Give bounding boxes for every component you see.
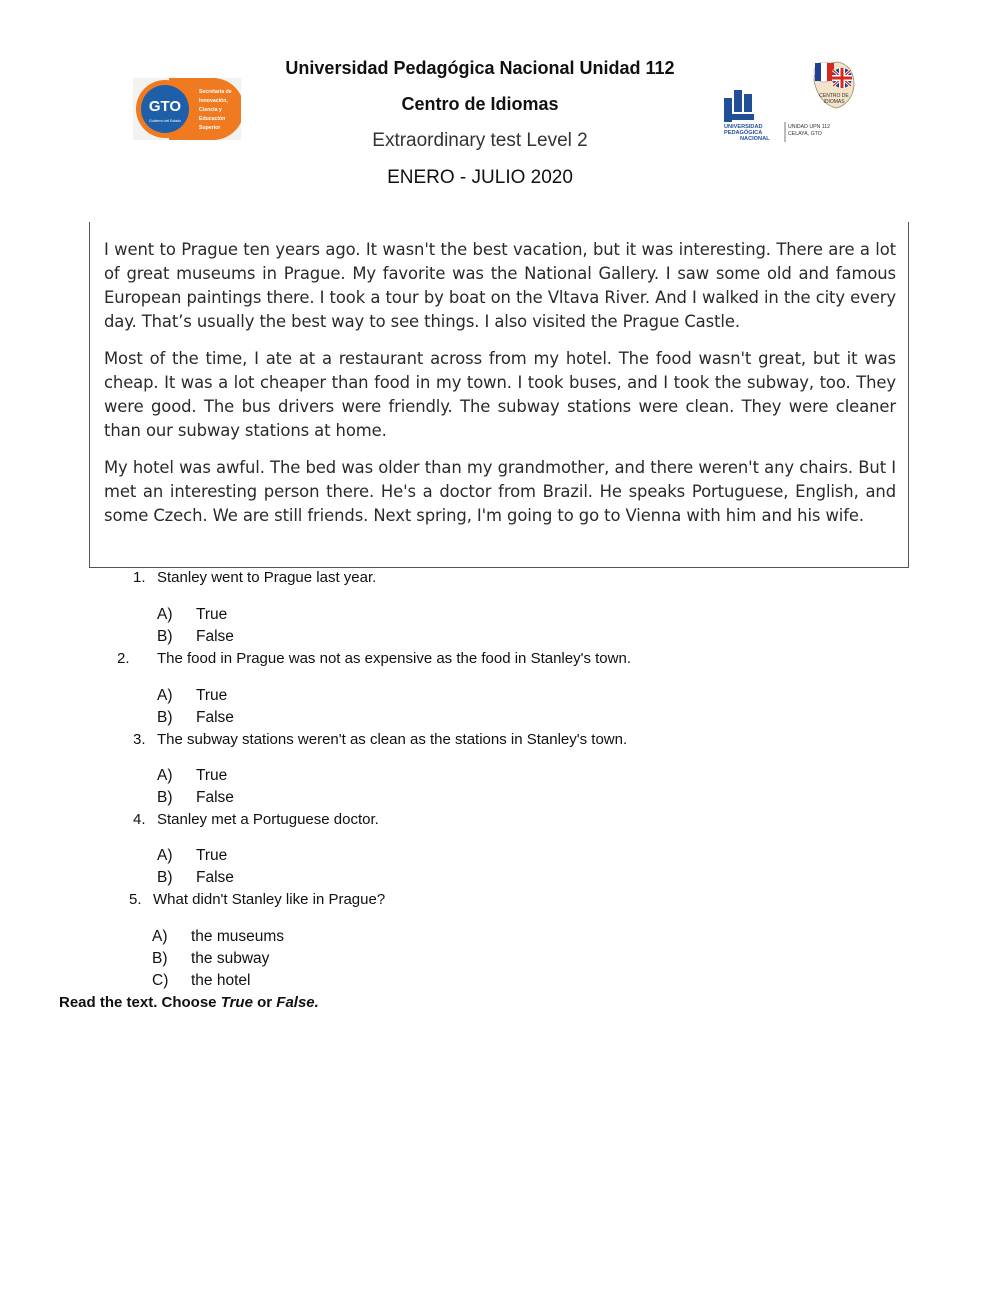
- upn-name-3: NACIONAL: [740, 136, 770, 142]
- question-3: [133, 731, 627, 748]
- gto-line-1: Secretaría de: [199, 89, 232, 95]
- question-text: What didn't Stanley like in Prague?: [153, 891, 386, 908]
- question-number: 5.: [129, 891, 142, 908]
- question-number: 2.: [117, 650, 130, 667]
- option-text: the museums: [191, 928, 285, 945]
- question-number: 1.: [133, 569, 146, 586]
- option-2b[interactable]: [157, 709, 234, 727]
- option-letter: A): [152, 928, 168, 945]
- reading-paragraph: Most of the time, I ate at a restaurant across from my hotel. The food wasn't great, but it was cheap. It was a lot cheaper than food in my town. I took buses, and I took the subway, too. They were good. The bus drivers were friendly. The subway stations were clean. They were cleaner than our subway stations at home.: [104, 349, 896, 440]
- question-4: [133, 811, 379, 828]
- option-3a[interactable]: [157, 767, 227, 785]
- option-5c[interactable]: [152, 972, 250, 990]
- gto-logo: [133, 78, 241, 140]
- upn-unit-2: CELAYA, GTO: [788, 131, 822, 137]
- instruction-prefix: Read the text. Choose: [59, 994, 221, 1011]
- instruction-true: True: [220, 994, 253, 1011]
- option-text: True: [196, 767, 228, 784]
- period-label: ENERO - JULIO 2020: [387, 167, 573, 188]
- option-4b[interactable]: [157, 869, 234, 887]
- gto-line-5: Superior: [199, 125, 221, 131]
- option-letter: B): [157, 628, 173, 645]
- option-3b[interactable]: [157, 789, 234, 807]
- option-1a[interactable]: [157, 606, 227, 624]
- option-letter: B): [157, 789, 173, 806]
- gto-line-2: Innovación,: [199, 98, 228, 104]
- flags-caption-2: IDIOMAS: [823, 99, 845, 105]
- question-number: 3.: [133, 731, 146, 748]
- reading-passage-box: [89, 222, 909, 568]
- option-letter: A): [157, 847, 173, 864]
- center-title: Centro de Idiomas: [401, 94, 559, 114]
- question-text: The food in Prague was not as expensive as the food in Stanley's town.: [157, 650, 631, 667]
- option-text: True: [196, 606, 228, 623]
- option-text: False: [196, 789, 234, 806]
- option-letter: B): [157, 709, 173, 726]
- option-text: False: [196, 869, 234, 886]
- question-5: [129, 891, 385, 908]
- option-1b[interactable]: [157, 628, 234, 646]
- option-text: False: [196, 628, 234, 645]
- question-text: Stanley went to Prague last year.: [157, 569, 377, 586]
- gto-tagline: Gobierno del Estado: [149, 119, 181, 123]
- upn-unit-1: UNIDAD UPN 112: [788, 124, 830, 130]
- instruction-middle: or: [252, 994, 277, 1011]
- flags-caption-1: CENTRO DE: [819, 93, 849, 99]
- institution-title: Universidad Pedagógica Nacional Unidad 112: [285, 58, 675, 78]
- question-text: Stanley met a Portuguese doctor.: [157, 811, 379, 828]
- option-letter: A): [157, 606, 173, 623]
- gto-line-3: Ciencia y: [199, 107, 222, 113]
- reading-paragraph: My hotel was awful. The bed was older than my grandmother, and there weren't any chairs. But I met an interesting person there. He's a doctor from Brazil. He speaks Portuguese, English, and some Czech. We are still friends. Next spring, I'm going to go to Vienna with him and his wife.: [104, 458, 896, 525]
- instruction: [59, 994, 319, 1011]
- option-5a[interactable]: [152, 928, 284, 946]
- option-5b[interactable]: [152, 950, 269, 968]
- instruction-false: False.: [276, 994, 319, 1011]
- upn-name-2: PEDAGÓGICA: [724, 130, 763, 136]
- option-letter: A): [157, 767, 173, 784]
- upn-name-1: UNIVERSIDAD: [724, 124, 763, 130]
- gto-mark: GTO: [148, 98, 182, 115]
- option-text: the subway: [191, 950, 270, 967]
- question-text: The subway stations weren't as clean as the stations in Stanley's town.: [157, 731, 628, 748]
- reading-paragraph: I went to Prague ten years ago. It wasn't the best vacation, but it was interesting. There are a lot of great museums in Prague. My favorite was the National Gallery. I saw some old and famous European paintings there. I took a tour by boat on the Vltava River. And I walked in the city every day. That’s usually the best way to see things. I also visited the Prague Castle.: [104, 240, 896, 331]
- gto-line-4: Educación: [199, 116, 226, 122]
- option-letter: A): [157, 687, 173, 704]
- option-letter: B): [152, 950, 168, 967]
- flags-logo: [810, 56, 858, 112]
- question-number: 4.: [133, 811, 146, 828]
- option-text: the hotel: [191, 972, 251, 989]
- test-title: Extraordinary test Level 2: [372, 130, 588, 151]
- option-text: True: [196, 687, 228, 704]
- question-1: [133, 569, 376, 586]
- question-2: [117, 650, 631, 667]
- option-2a[interactable]: [157, 687, 227, 705]
- option-text: False: [196, 709, 234, 726]
- option-4a[interactable]: [157, 847, 227, 865]
- option-letter: C): [152, 972, 169, 989]
- option-letter: B): [157, 869, 173, 886]
- option-text: True: [196, 847, 228, 864]
